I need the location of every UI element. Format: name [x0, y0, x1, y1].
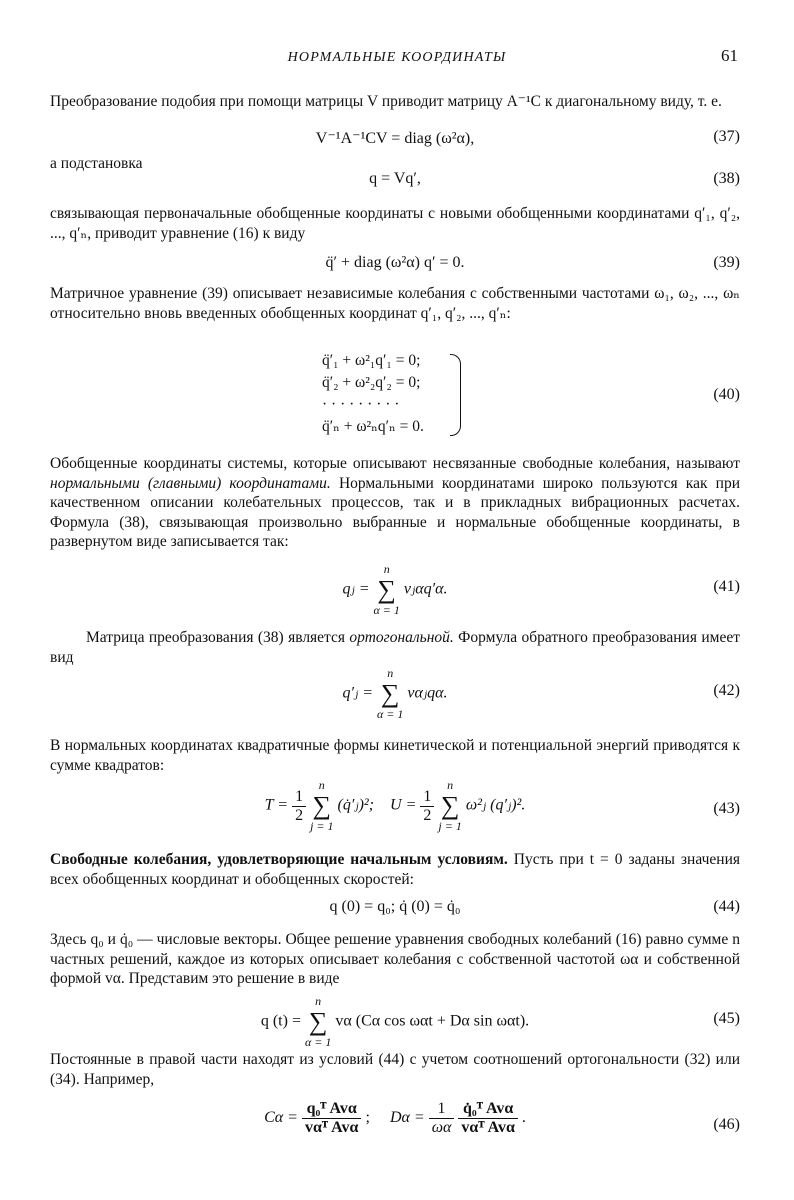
equation-44-body: q (0) = q₀; q̇ (0) = q̇₀ [329, 898, 461, 915]
page-number: 61 [721, 46, 738, 65]
equation-40 [50, 350, 740, 442]
equation-37-body: V⁻¹A⁻¹CV = diag (ω²α), [315, 130, 475, 147]
sum-upper-limit: n [315, 994, 322, 1008]
separator-semicolon: ; [365, 1109, 370, 1127]
fraction-denominator: 2 [423, 806, 432, 824]
equation-43-body [50, 778, 740, 834]
sum-sign: ∑ [380, 679, 400, 708]
equation-40-line-2: q̈′₂ + ω²₂q′₂ = 0; [322, 374, 421, 391]
equation-41-number: (41) [713, 578, 740, 595]
paragraph-6-text-a: Матрица преобразования (38) является [86, 629, 350, 646]
sum-upper-limit: n [318, 778, 325, 792]
equation-46-number: (46) [713, 1116, 740, 1133]
paragraph-6-text-c: Формула обратного преобразования имеет вид [50, 629, 740, 666]
paragraph-4: Матричное уравнение (39) описывает независимые колебания с собственными частотами ω₁, ω₂, ..., ωₙ относительно вновь введенных обобщенных координат q′₁, q′₂, ..., q′ₙ: [50, 285, 740, 322]
paragraph-5-term: нормальными (главными) координатами. [50, 474, 331, 492]
fraction-denominator: ωα [431, 1119, 452, 1136]
paragraph-1: Преобразование подобия при помощи матрицы V приводит матрицу A⁻¹C к диагональному виду, т. е. [50, 93, 722, 110]
equation-37-number: (37) [713, 128, 740, 145]
sum-lower-limit: α = 1 [304, 1035, 332, 1049]
paragraph-2: а подстановка [50, 155, 143, 172]
paragraph-6 [50, 628, 740, 667]
paragraph-5 [50, 454, 740, 552]
paragraph-3: связывающая первоначальные обобщенные координаты с новыми обобщенными координатами q′₁, q′₂, ..., q′ₙ, приводит уравнение (16) к виду [50, 205, 740, 242]
paragraph-5-text-a: Обобщенные координаты системы, которые описывают несвязанные свободные колебания, называют [50, 455, 740, 472]
equation-39-body: q̈′ + diag (ω²α) q′ = 0. [325, 254, 465, 271]
equation-41 [50, 562, 740, 617]
paragraph-8 [50, 850, 740, 889]
fraction-D-omega [429, 1100, 455, 1137]
equation-41-lhs: qⱼ = [342, 580, 370, 598]
equation-40-line-4: q̈′ₙ + ω²ₙq′ₙ = 0. [322, 418, 424, 435]
summation-43-U [438, 778, 461, 834]
equation-45-body [50, 994, 740, 1050]
summation-41 [374, 562, 400, 618]
sum-upper-limit: n [383, 562, 390, 576]
fraction-denominator: vαᵀ Avα [461, 1119, 515, 1136]
right-brace [450, 354, 461, 436]
paragraph-5-text-c: Нормальными координатами широко пользуются как при качественном описании колебательных процессов, так и в прикладных вибрационных расчетах. Формула (38), связывающая произвольно выбранные и нормальные обобщенные координаты, в развернутом виде записывается так: [50, 474, 740, 550]
summation-42 [377, 666, 403, 722]
equation-43-U-term: ω²ⱼ (q′ⱼ)². [465, 796, 526, 814]
sum-lower-limit: j = 1 [438, 819, 462, 833]
equation-40-line-1: q̈′₁ + ω²₁q′₁ = 0; [322, 352, 421, 369]
equation-45 [50, 994, 740, 1049]
fraction-denominator: 2 [295, 806, 304, 824]
equation-39-number: (39) [713, 254, 740, 271]
fraction-half-U [420, 788, 434, 825]
fraction-denominator: vαᵀ Avα [304, 1119, 359, 1136]
separator-period: . [521, 1109, 526, 1127]
equation-45-rhs: vα (Cα cos ωαt + Dα sin ωαt). [335, 1012, 530, 1030]
fraction-numerator: 1 [292, 788, 306, 807]
sum-lower-limit: j = 1 [310, 819, 334, 833]
equation-38 [50, 170, 740, 192]
equation-42-number: (42) [713, 682, 740, 699]
summation-45 [305, 994, 331, 1050]
equation-38-body: q = Vq′, [369, 170, 421, 187]
equation-43-T-term: (q̇′ⱼ)²; [337, 796, 375, 814]
fraction-C [302, 1100, 362, 1137]
equation-40-number: (40) [713, 386, 740, 403]
equation-45-lhs: q (t) = [260, 1012, 301, 1030]
section-heading-free-oscillations: Свободные колебания, удовлетворяющие начальным условиям. [50, 851, 508, 868]
equation-40-line-3: · · · · · · · · · [322, 396, 400, 413]
paragraph-6-term: ортогональной. [349, 629, 454, 646]
equation-39 [50, 254, 740, 276]
equation-43-U: U = [390, 796, 417, 814]
fraction-numerator: 1 [429, 1100, 455, 1119]
equation-38-number: (38) [713, 170, 740, 187]
equation-46-D: Dα = [389, 1109, 425, 1127]
running-header: НОРМАЛЬНЫЕ КООРДИНАТЫ [287, 50, 507, 65]
paragraph-10: Постоянные в правой части находят из условий (44) с учетом соотношений ортогональности (32) или (34). Например, [50, 1051, 740, 1088]
equation-44-number: (44) [713, 898, 740, 915]
sum-sign: ∑ [440, 791, 460, 820]
equation-42-lhs: q′ⱼ = [342, 684, 373, 702]
equation-43-T: T = [264, 796, 289, 814]
paragraph-7: В нормальных координатах квадратичные формы кинетической и потенциальной энергий приводятся к сумме квадратов: [50, 737, 740, 774]
sum-lower-limit: α = 1 [377, 707, 404, 721]
paragraph-9: Здесь q₀ и q̇₀ — числовые векторы. Общее решение уравнения свободных колебаний (16) равно сумме n частных решений, каждое из которых описывает колебания с собственной частотой ωα и собственной формой vα. Представим это решение в виде [50, 931, 740, 987]
sum-upper-limit: n [447, 778, 454, 792]
equation-44 [50, 898, 740, 920]
equation-41-body [50, 562, 740, 618]
equation-43-number: (43) [713, 800, 740, 817]
equation-42 [50, 666, 740, 721]
equation-46 [50, 1100, 740, 1154]
equation-42-body [50, 666, 740, 722]
paragraph-8-text: Пусть при t = 0 заданы значения всех обобщенных координат и обобщенных скоростей: [50, 851, 740, 888]
sum-lower-limit: α = 1 [373, 603, 400, 617]
equation-37 [50, 128, 740, 150]
equation-45-number: (45) [713, 1010, 740, 1027]
fraction-half-T [292, 788, 306, 825]
equation-42-rhs: vαⱼqα. [407, 684, 448, 702]
sum-sign: ∑ [377, 575, 396, 604]
equation-40-system [322, 350, 502, 438]
equation-43 [50, 778, 740, 838]
equation-46-C: Cα = [264, 1109, 298, 1127]
sum-sign: ∑ [312, 791, 332, 820]
equation-41-rhs: vⱼαq′α. [403, 580, 448, 598]
fraction-numerator: q̇₀ᵀ Avα [458, 1100, 518, 1119]
fraction-numerator: 1 [420, 788, 434, 807]
summation-43-T [310, 778, 333, 834]
fraction-numerator: q₀ᵀ Avα [302, 1100, 362, 1119]
sum-upper-limit: n [387, 666, 394, 680]
equation-46-body [50, 1100, 740, 1137]
sum-sign: ∑ [308, 1007, 328, 1036]
fraction-D [458, 1100, 518, 1137]
